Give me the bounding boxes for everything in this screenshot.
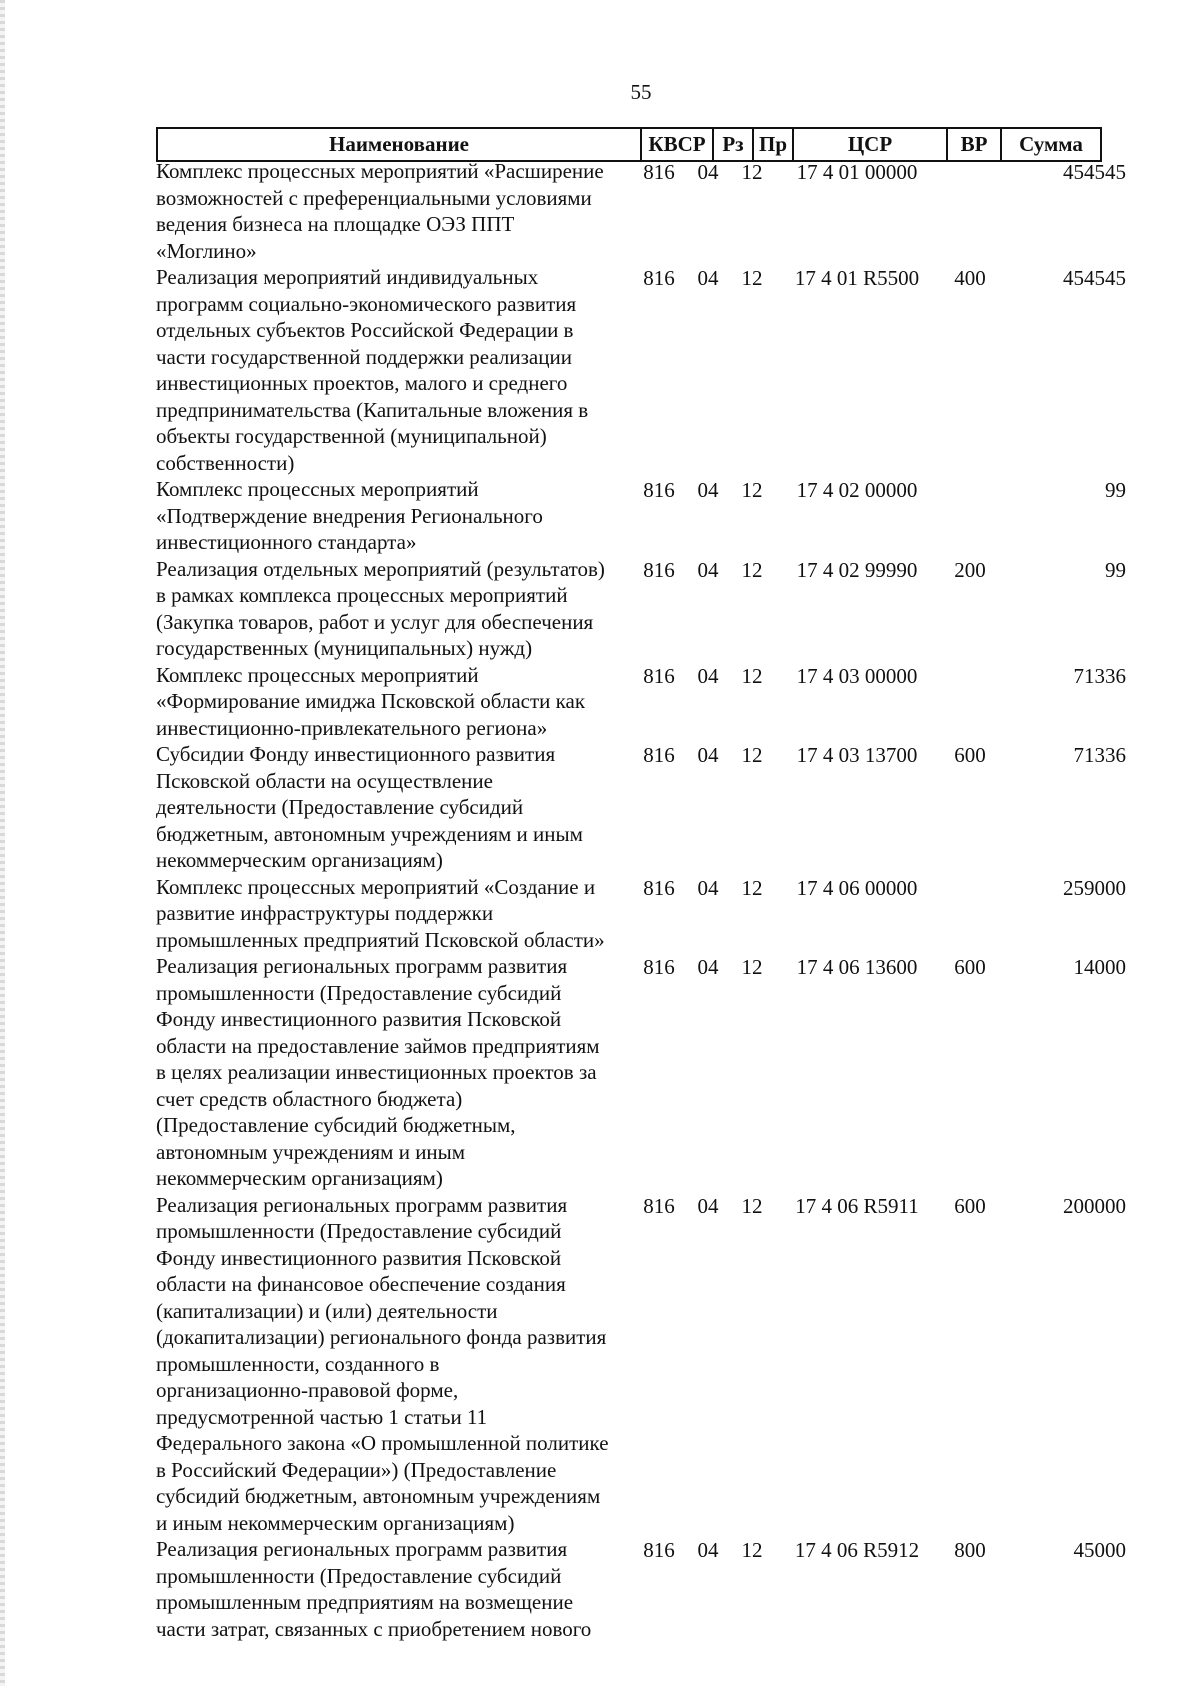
row-name-line: Реализация региональных программ развития [156,1537,568,1561]
row-name-line: (Предоставление субсидий бюджетным, [156,1113,516,1137]
table-row [156,264,1124,476]
row-name [156,476,631,556]
row-sum: 200000 [1063,1193,1126,1218]
row-name-line: (докапитализации) регионального фонда развития [156,1325,607,1349]
row-kvsr: 816 [643,478,675,502]
row-name-line: промышленных предприятий Псковской области» [156,927,605,952]
row-name-line: счет средств областного бюджета) [156,1086,463,1111]
row-sum: 45000 [1073,1538,1126,1562]
row-name-line: в Российский Федерации») (Предоставление [156,1457,557,1482]
row-name-line: собственности) [156,450,295,475]
row-name-line: «Подтверждение внедрения Регионального [156,503,543,528]
row-name-line: инвестиционных проектов, малого и среднего [156,371,568,395]
row-kvsr: 816 [643,1193,675,1218]
row-name-line: бюджетным, автономным учреждениям и иным [156,821,583,846]
row-name-line: Псковской области на осуществление [156,768,493,793]
row-kvsr: 816 [643,266,675,290]
row-name [156,556,631,662]
table-row [156,476,1124,556]
row-sum: 454545 [1063,160,1126,184]
row-name-line: Комплекс процессных мероприятий «Расширение [156,159,604,183]
row-name-line: Комплекс процессных мероприятий «Создание и [156,874,596,899]
row-vr: 600 [954,1193,986,1218]
row-name-line: автономным учреждениям и иным [156,1139,466,1164]
header-csr: ЦСР [792,129,946,160]
row-name-line: субсидий бюджетным, автономным учреждениям [156,1484,601,1508]
row-pr: 12 [741,955,763,979]
row-csr: 17 4 06 00000 [796,875,918,900]
row-vr [941,662,999,742]
row-name-line: (капитализации) и (или) деятельности [156,1298,498,1323]
row-csr: 17 4 06 R5911 [795,1193,919,1218]
row-name-line: инвестиционного стандарта» [156,530,417,554]
row-name-line: (Закупка товаров, работ и услуг для обеспечения [156,609,594,634]
row-name-line: Федерального закона «О промышленной политике [156,1431,609,1455]
row-name-line: области на финансовое обеспечение создания [156,1272,566,1296]
row-kvsr: 816 [643,160,675,184]
row-vr: 600 [954,743,986,767]
row-vr: 800 [954,1538,986,1562]
row-name-line: развитие инфраструктуры поддержки [156,901,494,925]
row-kvsr: 816 [643,663,675,688]
row-pr: 12 [741,557,763,582]
row-name [156,741,631,874]
row-csr: 17 4 03 13700 [796,743,918,767]
row-name-line: промышленности (Предоставление субсидий [156,1563,562,1588]
row-name-line: деятельности (Предоставление субсидий [156,795,524,819]
row-csr: 17 4 01 R5500 [794,266,920,290]
row-kvsr: 816 [643,955,675,979]
scan-edge [0,0,5,1686]
row-vr: 200 [954,557,986,582]
row-name-line: Фонду инвестиционного развития Псковской [156,1245,562,1270]
table-header [156,127,1102,162]
row-rz: 04 [697,478,719,502]
row-name-line: Реализация региональных программ развития [156,954,568,978]
row-csr: 17 4 02 00000 [796,478,918,502]
row-name-line: Реализация отдельных мероприятий (результатов) [156,556,605,581]
row-name-line: Комплекс процессных мероприятий [156,477,479,501]
row-vr [941,158,999,264]
row-sum: 14000 [1073,955,1126,979]
row-vr: 400 [954,266,986,290]
row-name-line: промышленным предприятиям на возмещение [156,1590,574,1614]
row-pr: 12 [741,478,763,502]
header-name: Наименование [329,132,469,156]
table-row [156,556,1124,662]
header-pr: Пр [752,129,792,160]
row-name-line: Реализация региональных программ развития [156,1192,568,1217]
row-name-line: промышленности, созданного в [156,1351,440,1376]
row-name-line: государственных (муниципальных) нужд) [156,636,533,660]
table-row [156,1536,1124,1642]
row-pr: 12 [741,1193,763,1218]
row-name [156,1192,631,1537]
table-row [156,741,1124,874]
row-rz: 04 [697,160,719,184]
row-rz: 04 [697,955,719,979]
row-name-line: части государственной поддержки реализации [156,344,572,369]
row-csr: 17 4 02 99990 [796,557,918,582]
row-vr [941,874,999,954]
row-pr: 12 [741,743,763,767]
table-row [156,662,1124,742]
row-name-line: в рамках комплекса процессных мероприятий [156,583,568,607]
row-name-line: «Моглино» [156,238,257,263]
header-vr: ВР [946,129,1000,160]
row-sum: 99 [1105,557,1126,582]
row-name-line: отдельных субъектов Российской Федерации в [156,318,574,342]
row-kvsr: 816 [643,557,675,582]
row-csr: 17 4 03 00000 [796,663,918,688]
row-name-line: Комплекс процессных мероприятий [156,662,479,687]
row-name-line: программ социально-экономического развития [156,291,577,316]
row-name [156,953,631,1192]
row-rz: 04 [697,266,719,290]
table-row [156,158,1124,264]
row-vr: 600 [954,955,986,979]
row-kvsr: 816 [643,1538,675,1562]
row-rz: 04 [697,663,719,688]
row-name-line: и иным некоммерческим организациям) [156,1510,515,1535]
row-pr: 12 [741,875,763,900]
row-rz: 04 [697,557,719,582]
header-kvsr: КВСР [640,129,712,160]
row-name [156,874,631,954]
row-pr: 12 [741,1538,763,1562]
row-name-line: объекты государственной (муниципальной) [156,424,547,448]
row-sum: 259000 [1063,875,1126,900]
row-name-line: некоммерческим организациям) [156,848,443,872]
row-pr: 12 [741,663,763,688]
row-rz: 04 [697,875,719,900]
row-name-line: «Формирование имиджа Псковской области как [156,689,586,713]
row-csr: 17 4 01 00000 [796,160,918,184]
table-body [156,158,1124,1642]
row-name-line: инвестиционно-привлекательного региона» [156,715,548,740]
row-vr [941,476,999,556]
row-name [156,662,631,742]
table-row [156,953,1124,1192]
row-pr: 12 [741,266,763,290]
row-csr: 17 4 06 13600 [796,955,918,979]
header-rz: Рз [712,129,752,160]
row-name-line: области на предоставление займов предприятиям [156,1033,600,1058]
row-name-line: ведения бизнеса на площадке ОЭЗ ППТ [156,212,515,236]
row-csr: 17 4 06 R5912 [794,1538,920,1562]
row-rz: 04 [697,1538,719,1562]
header-sum: Сумма [1000,129,1100,160]
row-name-line: предусмотренной частью 1 статьи 11 [156,1404,488,1429]
row-name-line: в целях реализации инвестиционных проектов за [156,1060,597,1084]
row-name-line: возможностей с преференциальными условиями [156,185,592,210]
row-kvsr: 816 [643,875,675,900]
row-sum: 454545 [1063,266,1126,290]
row-name-line: промышленности (Предоставление субсидий [156,980,562,1005]
row-name-line: Реализация мероприятий индивидуальных [156,265,539,289]
row-sum: 71336 [1073,743,1126,767]
table-row [156,874,1124,954]
row-name [156,264,631,476]
row-pr: 12 [741,160,763,184]
row-name-line: промышленности (Предоставление субсидий [156,1219,562,1243]
row-sum: 71336 [1073,663,1126,688]
row-name [156,1536,631,1642]
row-name-line: части затрат, связанных с приобретением нового [156,1616,592,1641]
row-name-line: организационно-правовой форме, [156,1378,459,1402]
row-rz: 04 [697,1193,719,1218]
row-sum: 99 [1105,478,1126,502]
row-name-line: Субсидии Фонду инвестиционного развития [156,742,556,766]
table-row [156,1192,1124,1537]
row-name-line: некоммерческим организациям) [156,1166,443,1190]
row-name-line: Фонду инвестиционного развития Псковской [156,1007,562,1031]
row-name [156,158,631,264]
row-name-line: предпринимательства (Капитальные вложения в [156,397,589,422]
page-number: 55 [630,80,652,104]
row-rz: 04 [697,743,719,767]
row-kvsr: 816 [643,743,675,767]
